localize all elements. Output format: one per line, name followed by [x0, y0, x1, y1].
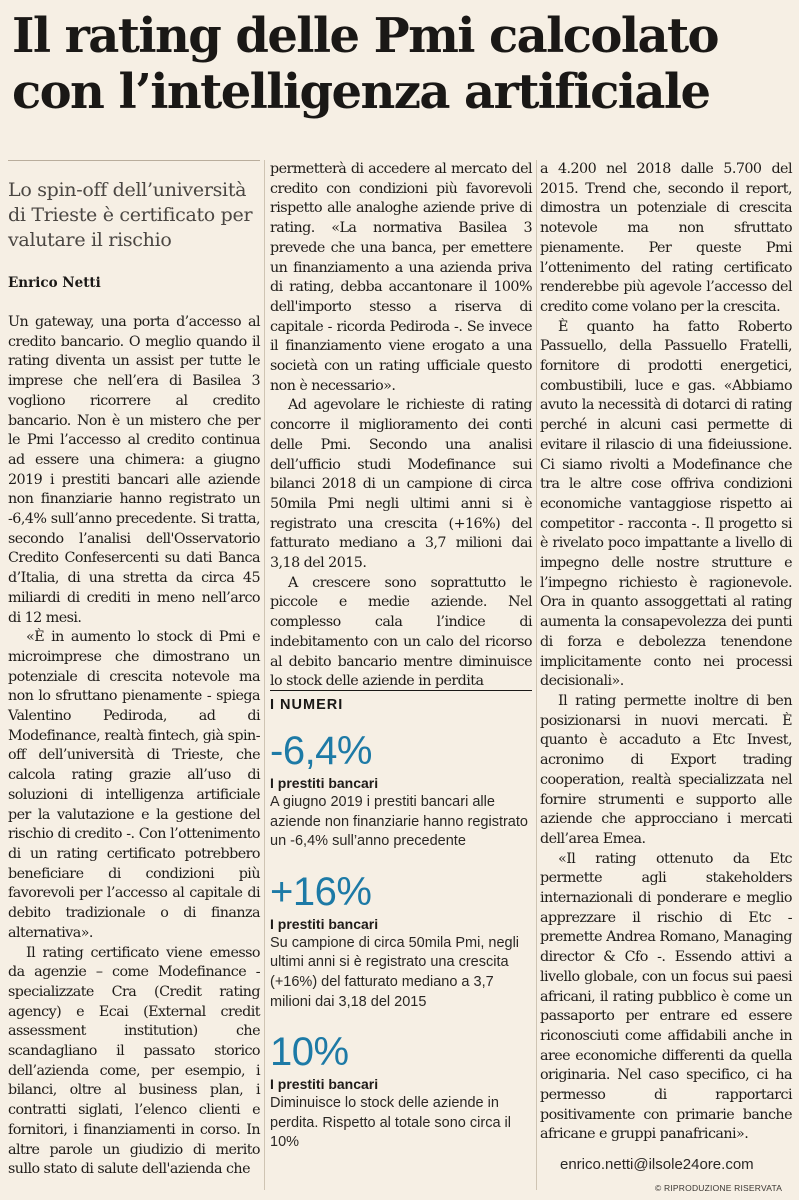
- column-divider: [264, 160, 265, 1190]
- numbers-box: [270, 690, 532, 1171]
- paragraph: «È in aumento lo stock di Pmi e microimprese che dimostrano un potenziale di crescita notevole ma non lo sfruttano pienamente - spiega Valentino Pediroda, ad di Modefinance, realtà fintech, già spin-off dell’università di Trieste, che calcola rating grazie all’uso di soluzioni di intelligenza artificiale per la valutazione e la gestione del rischio di credito -. Con l’ottenimento di un rating certificato potrebbero beneficiare di condizioni più favorevoli per l’accesso al capitale di debito tradizionale o di finanza alternativa».: [8, 629, 260, 941]
- headline: Il rating delle Pmi calcolato con l’intelligenza artificiale: [12, 8, 718, 120]
- subhead: Lo spin-off dell’università di Trieste è certificato per valutare il rischio: [8, 179, 253, 251]
- article-body-col2: [270, 160, 532, 692]
- numbers-title: I NUMERI: [270, 697, 344, 713]
- stat-item: [270, 870, 532, 1012]
- paragraph: Un gateway, una porta d’accesso al credito bancario. O meglio quando il rating diventa un assist per tutte le imprese che nell’era di Basilea 3 vogliono ricorrere al credito bancario. Non è un mistero che per le Pmi l’accesso al credito continua ad essere una chimera: a giugno 2019 i prestiti bancari alle aziende non finanziarie hanno registrato un -6,4% sull’anno precedente. Si tratta, secondo l’analisi dell'Osservatorio Credito Confesercenti su dati Banca d’Italia, di una stretta da circa 45 miliardi di crediti in meno nell’arco di 12 mesi.: [8, 314, 260, 626]
- stat-value: +16%: [270, 869, 372, 914]
- stat-item: [270, 729, 532, 852]
- article-body-col1: [8, 313, 260, 1180]
- column-divider: [536, 160, 537, 1190]
- paragraph: È quanto ha fatto Roberto Passuello, della Passuello Fratelli, fornitore di prodotti energetici, combustibili, luce e gas. «Abbiamo avuto la necessità di dotarci di rating perché in alcuni casi permette di evitare il rilascio di una fideiussione. Ci siamo rivolti a Modefinance che tra le altre cose offriva condizioni economiche vantaggiose rispetto ai competitor - racconta -. Il progetto si è rivelato poco impattante a livello di impegno delle nostre strutture e l’impegno richiesto è ragionevole. Ora in quanto assoggettati al rating aumenta la consapevolezza dei punti di forza e debolezza tenendone implicitamente conto nei processi decisionali».: [540, 318, 792, 690]
- author-byline: Enrico Netti: [8, 275, 101, 291]
- paragraph: a 4.200 nel 2018 dalle 5.700 del 2015. Trend che, secondo il report, dimostra un potenziale di crescita notevole ma non sfruttato pienamente. Per queste Pmi l’ottenimento del rating certificato renderebbe più agevole l’accesso del credito come volano per la crescita.: [540, 161, 792, 315]
- column-1: [8, 160, 260, 1180]
- stat-item: [270, 1030, 532, 1153]
- paragraph: «Il rating ottenuto da Etc permette agli stakeholders internazionali di ponderare e meglio apprezzare il rischio di Etc - premette Andrea Romano, Managing director & Cfo -. Essendo attivi a livello globale, con un focus sui paesi africani, il rating pubblico è come un passaporto per entrare ed essere riconosciuti come affidabili anche in aree economiche differenti da quella originaria. Nel caso specifico, ci ha permesso di rapportarci positivamente con primarie banche africane e gruppi panafricani».: [540, 850, 792, 1143]
- paragraph: Il rating permette inoltre di ben posizionarsi in nuovi mercati. È quanto è accaduto a Etc Invest, acronimo di Export trading cooperation, realtà specializzata nel fornire strumenti e supporto alle aziende che approcciano i mercati dell’area Emea.: [540, 692, 792, 847]
- column-2: [270, 160, 532, 692]
- paragraph-continued: permetterà di accedere al mercato del credito con condizioni più favorevoli rispetto alle analoghe aziende prive di rating. «La normativa Basilea 3 prevede che una banca, per emettere un finanziamento a una azienda priva di rating, debba accantonare il 100% dell'importo stesso a riserva di capitale - ricorda Pediroda -. Se invece il finanziamento viene erogato a una società con un rating ufficiale questo non è necessario».: [270, 161, 532, 394]
- stat-description: A giugno 2019 i prestiti bancari alle aziende non finanziarie hanno registrato un -6,4% sull’anno precedente: [270, 794, 528, 850]
- article-body-col3: [540, 160, 792, 1145]
- stat-value: -6,4%: [270, 729, 372, 773]
- paragraph: Il rating certificato viene emesso da agenzie – come Modefinance - specializzate Cra (Credit rating agency) e Ecai (External credit assessment institution) che scandagliano il passato storico dell’azienda come, per esempio, i bilanci, oltre al business plan, i contratti siglati, l’elenco clienti e fornitori, i finanziamenti in corso. In altre parole un giudizio di merito sullo stato di salute dell'azienda che: [8, 944, 260, 1178]
- paragraph: Ad agevolare le richieste di rating concorre il miglioramento dei conti delle Pmi. Secondo una analisi dell’ufficio studi Modefinance sui bilanci 2018 di un campione di circa 50mila Pmi negli ultimi anni si è registrato una crescita (+16%) del fatturato mediano a 3,7 milioni dai 3,18 del 2015.: [270, 397, 532, 572]
- stat-label: I prestiti bancari: [270, 1076, 379, 1093]
- paragraph: A crescere sono soprattutto le piccole e medie aziende. Nel complesso cala l’indice di indebitamento con un calo del ricorso al debito bancario mentre diminuisce lo stock delle aziende in perdita: [270, 574, 532, 690]
- stat-description: Diminuisce lo stock delle aziende in perdita. Rispetto al totale sono circa il 10%: [270, 1095, 511, 1151]
- stat-label: I prestiti bancari: [270, 775, 379, 791]
- stat-label: I prestiti bancari: [270, 915, 379, 932]
- stat-description: Su campione di circa 50mila Pmi, negli ultimi anni si è registrato una crescita (+16%) del fatturato mediano a 3,7 milioni dai 3,18 del 2015: [270, 934, 520, 1010]
- stat-value: 10%: [270, 1030, 349, 1075]
- copyright-notice: © RIPRODUZIONE RISERVATA: [655, 1183, 783, 1193]
- author-email[interactable]: enrico.netti@ilsole24ore.com: [560, 1156, 754, 1173]
- column-3: [540, 160, 792, 1145]
